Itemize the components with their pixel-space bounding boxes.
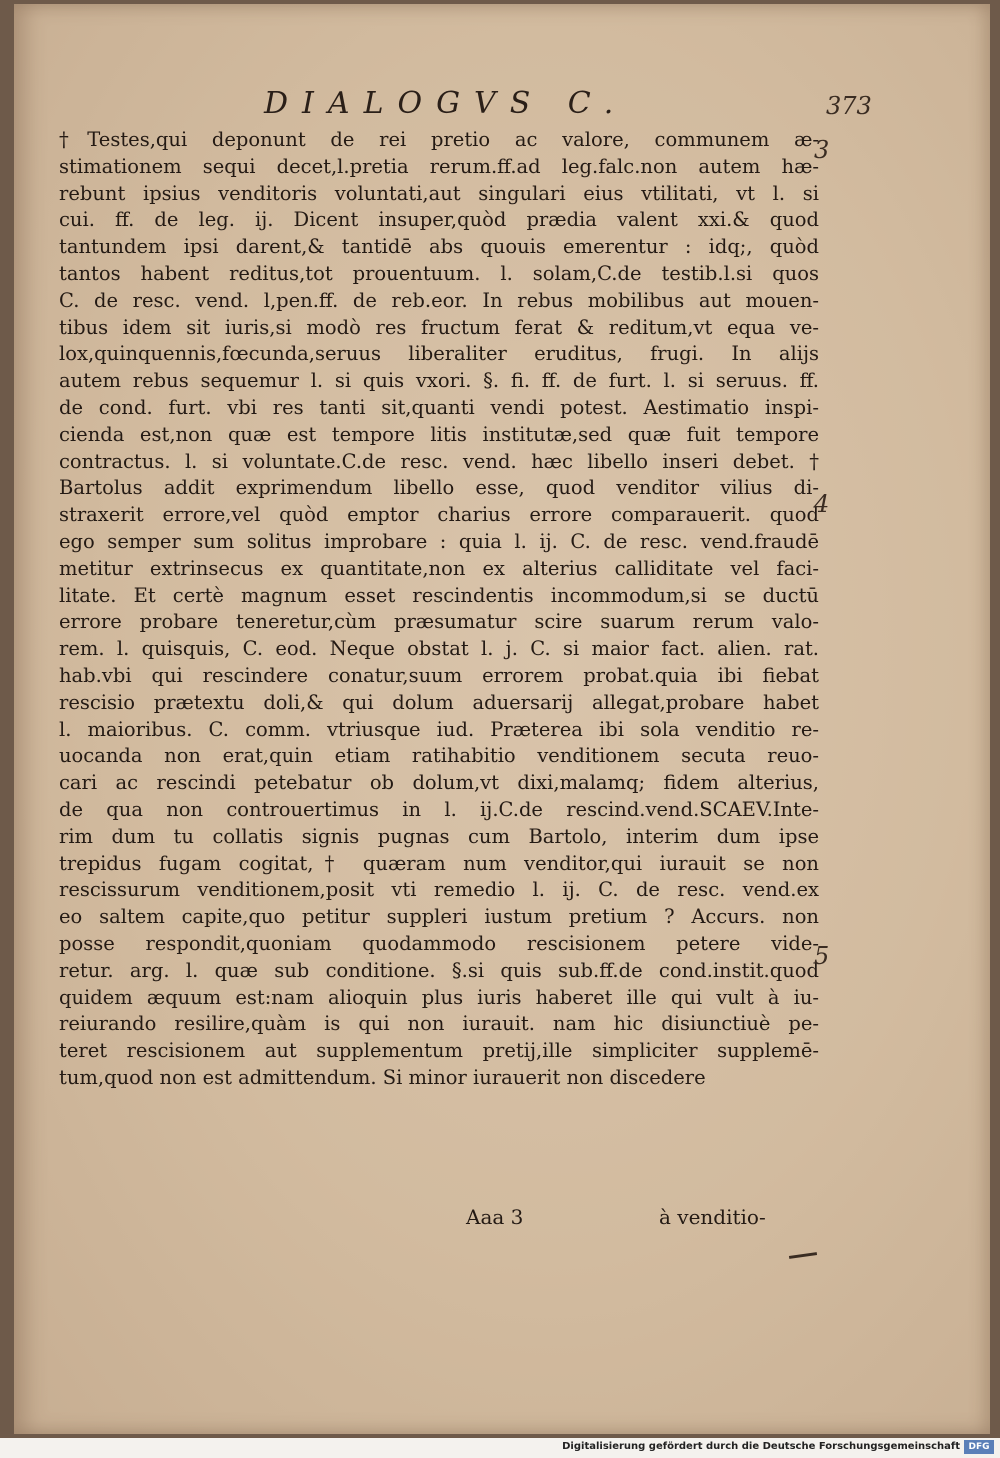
text-line: straxerit errore,vel quòd emptor charius errore comparauerit. quod (59, 503, 819, 527)
text-line: Bartolus addit exprimendum libello esse, quod venditor vilius di- (59, 476, 819, 500)
text-line: hab.vbi qui rescindere conatur,suum errorem probat.quia ibi fiebat (59, 663, 819, 687)
line-end-flourish (789, 1252, 817, 1259)
text-line: quidem æquum est:nam alioquin plus iuris haberet ille qui vult à iu- (59, 985, 819, 1009)
text-line: tum,quod non est admittendum. Si minor iurauerit non discedere (59, 1065, 706, 1089)
text-line: posse respondit,quoniam quodammodo rescisionem petere vide- (59, 931, 819, 955)
text-line: errore probare teneretur,cùm præsumatur scire suarum rerum valo- (59, 610, 819, 634)
dfg-logo: DFG (964, 1440, 994, 1454)
catchword: à venditio- (659, 1205, 766, 1229)
text-line: rem. l. quisquis, C. eod. Neque obstat l. j. C. si maior fact. alien. rat. (59, 637, 819, 661)
text-line: cui. ff. de leg. ij. Dicent insuper,quòd prædia valent xxi.& quod (59, 208, 819, 232)
text-line: †Testes,qui deponunt de rei pretio ac valore, communem æ- (59, 128, 819, 151)
text-line: metitur extrinsecus ex quantitate,non ex alterius calliditate vel faci- (59, 556, 819, 580)
text-line: stimationem sequi decet,l.pretia rerum.ff.ad leg.falc.non autem hæ- (59, 154, 819, 178)
text-line: ego semper sum solitus improbare : quia l. ij. C. de resc. vend.fraudē (59, 529, 819, 553)
text-line: cari ac rescindi petebatur ob dolum,vt dixi,malamq; fidem alterius, (59, 771, 819, 795)
text-line: litate. Et certè magnum esset rescindentis incommodum,si se ductū (59, 583, 819, 607)
margin-note-3: 3 (814, 136, 830, 164)
text-line: rescisio prætextu doli,& qui dolum aduersarij allegat,probare habet (59, 690, 819, 714)
body-text (59, 127, 819, 1092)
book-page (14, 4, 990, 1434)
running-title: DIALOGVS C. (264, 86, 628, 121)
text-line: retur. arg. l. quæ sub conditione. §.si quis sub.ff.de cond.instit.quod (59, 958, 819, 982)
text-line: tibus idem sit iuris,si modò res fructum ferat & reditum,vt equa ve- (59, 315, 819, 339)
text-line: rebunt ipsius venditoris voluntati,aut singulari eius vtilitati, vt l. si (59, 181, 819, 205)
digitization-credit: Digitalisierung gefördert durch die Deutsche Forschungsgemeinschaft (562, 1441, 960, 1452)
text-line: de qua non controuertimus in l. ij.C.de rescind.vend.SCAEV.Inte- (59, 797, 819, 821)
text-line: autem rebus sequemur l. si quis vxori. §. fi. ff. de furt. l. si seruus. ff. (59, 369, 819, 393)
text-line: teret rescisionem aut supplementum pretij,ille simpliciter supplemē- (59, 1039, 819, 1063)
text-line: rescissurum venditionem,posit vti remedio l. ij. C. de resc. vend.ex (59, 878, 819, 902)
page-number: 373 (826, 92, 872, 120)
text-line: contractus. l. si voluntate.C.de resc. vend. hæc libello inseri debet. † (59, 449, 819, 473)
text-line: C. de resc. vend. l,pen.ff. de reb.eor. In rebus mobilibus aut mouen- (59, 288, 819, 312)
text-line: reiurando resilire,quàm is qui non iurauit. nam hic disiunctiuè pe- (59, 1012, 819, 1036)
text-line: lox,quinquennis,fœcunda,seruus liberaliter eruditus, frugi. In alijs (59, 342, 819, 366)
text-line: de cond. furt. vbi res tanti sit,quanti vendi potest. Aestimatio inspi- (59, 395, 819, 419)
text-line: tantos habent reditus,tot prouentuum. l. solam,C.de testib.l.si quos (59, 261, 819, 285)
margin-note-4: 4 (814, 490, 830, 518)
text-line: uocanda non erat,quin etiam ratihabitio venditionem secuta reuo- (59, 744, 819, 768)
text-line: l. maioribus. C. comm. vtriusque iud. Præterea ibi sola venditio re- (59, 717, 819, 741)
text-line: tantundem ipsi darent,& tantidē abs quouis emerentur : idq;, quòd (59, 235, 819, 259)
text-line: cienda est,non quæ est tempore litis institutæ,sed quæ fuit tempore (59, 422, 819, 446)
text-line: eo saltem capite,quo petitur suppleri iustum pretium ? Accurs. non (59, 905, 819, 929)
text-line: rim dum tu collatis signis pugnas cum Bartolo, interim dum ipse (59, 824, 819, 848)
text-line: trepidus fugam cogitat,† quæram num venditor,qui iurauit se non (59, 851, 819, 875)
signature-mark: Aaa 3 (466, 1205, 524, 1229)
margin-note-5: 5 (814, 942, 830, 970)
